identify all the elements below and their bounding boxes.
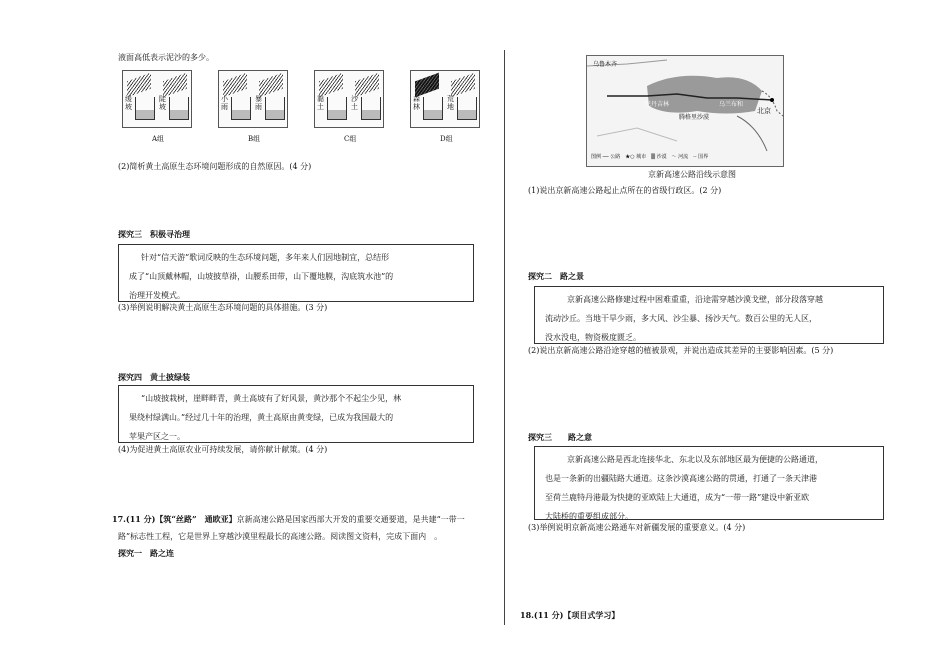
exp-label: 黏土	[317, 95, 324, 111]
map-legend: 图例 ── 公路 ★○ 城市 ▒ 沙漠 ～ 河流 -- 国界	[591, 154, 709, 160]
explore-2-box	[534, 286, 884, 344]
question-17-head: 17.(11 分)【筑“丝路” 通欧亚】	[112, 514, 237, 524]
explore-3-title: 探究三 积极寻治理	[118, 229, 190, 239]
explore-3-right-box	[534, 446, 884, 520]
column-divider	[504, 50, 505, 625]
group-label: B组	[248, 135, 261, 143]
experiment-a	[122, 70, 192, 128]
box-line: 也是一条新的出疆陆路大通道。这条沙漠高速公路的贯通，打通了一条天津港	[545, 474, 817, 483]
box-line: 京新高速公路是西北连接华北、东北以及东部地区最为便捷的公路通道，	[567, 455, 823, 464]
question-2-left: (2)简析黄土高原生态环境问题形成的自然原因。(4 分)	[118, 162, 312, 171]
map-graphic	[587, 56, 783, 166]
exp-label: 缓坡	[125, 95, 132, 111]
explore-4-box	[118, 385, 474, 443]
map-caption: 京新高速公路沿线示意图	[648, 170, 736, 179]
question-2-right: (2)说出京新高速公路沿途穿越的植被景观，并说出造成其差异的主要影响因素。(5 分)	[528, 346, 834, 355]
map-label-ulanbuh: 乌兰布和	[719, 101, 744, 108]
explore-1-title: 探究一 路之连	[118, 548, 174, 558]
box-line: 果绕村绿满山。”经过几十年的治理，黄土高原由黄变绿，已成为我国最大的	[129, 413, 394, 422]
group-label: A组	[152, 135, 165, 143]
exp-label: 陡坡	[159, 95, 166, 111]
box-line: 成了“山顶戴林帽，山坡披草褂，山腰系田带，山下覆地膜，沟底筑水池”的	[129, 272, 394, 281]
box-line: 至荷兰鹿特丹港最为快捷的亚欧陆上大通道，成为“一带一路”建设中新亚欧	[545, 493, 810, 502]
box-line: 治理开发模式。	[129, 291, 185, 300]
exp-label: 沙土	[351, 95, 358, 111]
question-3-left: (3)举例说明解决黄土高原生态环境问题的具体措施。(3 分)	[118, 303, 328, 312]
box-line: 没水没电，物资极度匮乏。	[545, 333, 641, 342]
experiment-d	[410, 70, 480, 128]
box-line: 流动沙丘。当地干旱少雨，多大风、沙尘暴、扬沙天气。数百公里的无人区，	[545, 314, 817, 323]
question-17-line2: 路”标志性工程，它是世界上穿越沙漠里程最长的高速公路。阅读图文资料，完成下面内 。	[118, 532, 443, 541]
experiment-b	[218, 70, 288, 128]
explore-3-box	[118, 244, 474, 302]
question-3-right: (3)举例说明京新高速公路通车对新疆发展的重要意义。(4 分)	[528, 523, 746, 532]
exp-label: 荒地	[447, 95, 454, 111]
question-4-left: (4)为促进黄土高原农业可持续发展，请你献计献策。(4 分)	[118, 445, 328, 454]
experiment-c	[314, 70, 384, 128]
map-label-beijing: 北京	[757, 107, 771, 115]
exp-label: 森林	[413, 95, 420, 111]
question-18-head: 18.(11 分)【项目式学习】	[520, 610, 620, 620]
question-17	[112, 514, 465, 525]
explore-2-title: 探究二 路之景	[528, 271, 584, 281]
map-label-urumqi: 乌鲁木齐	[593, 61, 618, 68]
group-label: D组	[440, 135, 453, 143]
map-label-badain: 巴丹吉林	[645, 101, 670, 108]
map-label-tengger: 腾格里沙漠	[679, 114, 710, 121]
box-line: 京新高速公路修建过程中困难重重，沿途需穿越沙漠戈壁，部分段落穿越	[567, 295, 823, 304]
exp-label: 小雨	[221, 95, 228, 111]
box-line: 大陆桥的重要组成部分。	[545, 512, 633, 521]
highway-map	[586, 55, 784, 167]
box-line: “山坡披栽树，崖畔畔青，黄土高坡有了好风景，黄沙那个不起尘少见，林	[141, 394, 402, 403]
box-line: 针对“信天游”歌词反映的生态环境问题，多年来人们因地制宜，总结形	[141, 253, 390, 262]
question-17-line1: 京新高速公路是国家西部大开发的重要交通要道，是共建“一带一	[236, 515, 465, 524]
explore-3-right-title: 探究三 路之意	[528, 432, 592, 442]
box-line: 苹果产区之一。	[129, 432, 185, 441]
group-label: C组	[344, 135, 357, 143]
exp-label: 暴雨	[255, 95, 262, 111]
intro-text: 液面高低表示泥沙的多少。	[118, 53, 214, 62]
question-1-right: (1)说出京新高速公路起止点所在的省级行政区。(2 分)	[528, 186, 722, 195]
explore-4-title: 探究四 黄土披绿装	[118, 372, 190, 382]
